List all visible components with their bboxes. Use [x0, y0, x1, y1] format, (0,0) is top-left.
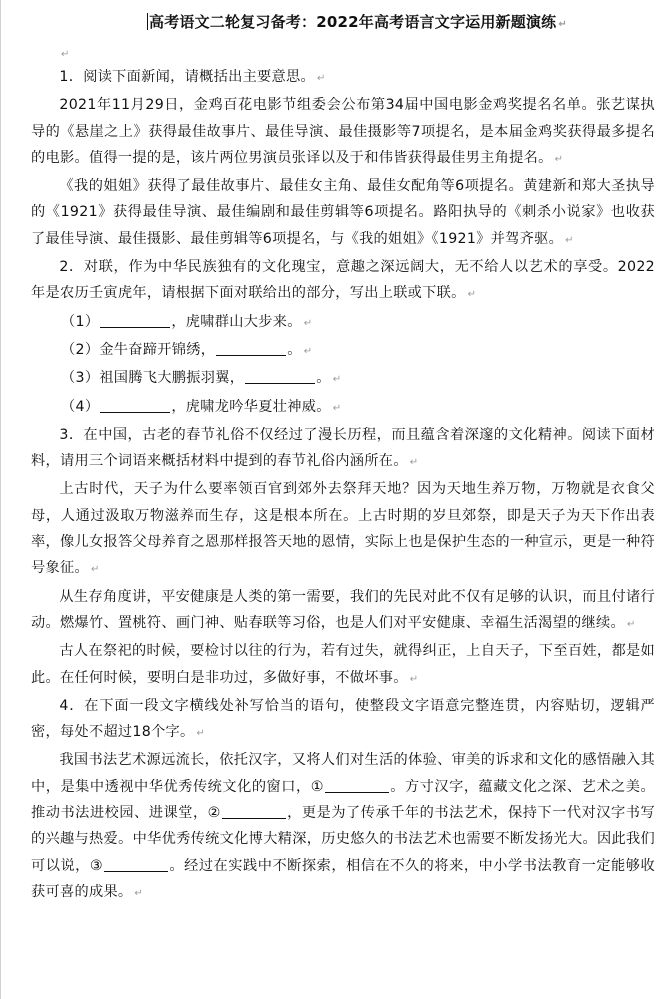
- question-3-stem: 3．在中国，古老的春节礼俗不仅经过了漫长历程，而且蕴含着深邃的文化精神。阅读下面材料，请用三个词语来概括材料中提到的春节礼俗内涵所在。 ↵: [31, 426, 655, 470]
- answer-blank: [100, 313, 170, 328]
- couplet-item-1: （1） ，虎啸群山大步来。 ↵: [61, 313, 313, 330]
- question-3-paragraph-3: 古人在祭祀的时候，要检讨以往的行为，若有过失，就得纠正，上自天子，下至百姓，都是如此。在任何时候，要明白是非功过，多做好事，不做坏事。 ↵: [31, 643, 655, 686]
- paragraph-mark-icon: ↵: [303, 317, 313, 329]
- paragraph-mark-icon: ↵: [467, 289, 477, 301]
- paragraph-mark-icon: ↵: [317, 73, 326, 84]
- paragraph-mark-icon: ↵: [332, 374, 342, 386]
- question-1-paragraph-2: 《我的姐姐》获得了最佳故事片、最佳女主角、最佳女配角等6项提名。黄建新和郑大圣执导的《1921》获得最佳导演、最佳编剧和最佳剪辑等6项提名。路阳执导的《刺杀小说家》也收获了最佳导演、最佳摄影、最佳剪辑等6项提名，与《我的姐姐》《1921》并驾齐驱。 ↵: [31, 178, 655, 247]
- paragraph-mark-icon: ↵: [558, 19, 567, 30]
- answer-blank: [245, 369, 315, 384]
- document-title: [147, 11, 567, 32]
- answer-blank: [104, 857, 168, 872]
- answer-blank: [216, 341, 286, 356]
- text-cursor: [147, 13, 148, 30]
- paragraph-mark-icon: ↵: [61, 49, 70, 60]
- couplet-item-4: （4） ，虎啸龙吟华夏壮神威。 ↵: [61, 398, 342, 415]
- couplet-item-2: （2）金牛奋蹄开锦绣， 。 ↵: [61, 341, 313, 358]
- paragraph-mark-icon: ↵: [196, 728, 206, 740]
- paragraph-mark-icon: ↵: [332, 402, 342, 414]
- question-2-stem: 2．对联，作为中华民族独有的文化瑰宝，意趣之深远阔大，无不给人以艺术的享受。2022年是农历壬寅虎年，请根据下面对联给出的部分，写出上联或下联。 ↵: [31, 259, 655, 302]
- paragraph-mark-icon: ↵: [409, 673, 419, 685]
- document-title-text: 高考语文二轮复习备考：2022年高考语言文字运用新题演练: [149, 13, 557, 31]
- paragraph-mark-icon: ↵: [554, 153, 564, 165]
- paragraph-mark-icon: ↵: [627, 618, 636, 630]
- paragraph-mark-icon: ↵: [303, 345, 313, 357]
- answer-blank: [325, 778, 389, 793]
- question-3-paragraph-1: 上古时代，天子为什么要率领百官到郊外去祭拜天地？因为天地生养万物，万物就是衣食父母，人通过汲取万物滋养而生存，这是根本所在。上古时期的岁旦郊祭，即是天子为天下作出表率，像儿女报答父母养育之恩那样报答天地的恩情，实际上也是保护生态的一种宣示，更是一种符号象征。 ↵: [31, 481, 655, 577]
- answer-blank: [100, 398, 170, 413]
- paragraph-mark-icon: ↵: [565, 234, 574, 246]
- paragraph-mark-icon: ↵: [90, 564, 100, 576]
- couplet-item-3: （3）祖国腾飞大鹏振羽翼， 。 ↵: [61, 370, 342, 387]
- document-body: [31, 40, 655, 907]
- answer-blank: [222, 804, 286, 819]
- paragraph-mark-icon: ↵: [409, 457, 419, 469]
- paragraph-mark-icon: ↵: [134, 887, 144, 899]
- empty-paragraph: [31, 40, 655, 64]
- question-4-paragraph: 我国书法艺术源远流长，依托汉字，又将人们对生活的体验、审美的诉求和文化的感悟融入其中，是集中透视中华优秀传统文化的窗口，① 。方寸汉字，蕴藏文化之深、艺术之美。推动书法进校园、进课堂，② ，更是为了传承千年的书法艺术，保持下一代对汉字书写的兴趣与热爱。中华优秀传统文化博大精深，历史悠久的书法艺术也需要不断发扬光大。因此我们可以说，③ 。经过在实践中不断探索，相信在不久的将来，中小学书法教育一定能够收获可喜的成果。 ↵: [31, 752, 655, 900]
- question-1-paragraph-1: 2021年11月29日，金鸡百花电影节组委会公布第34届中国电影金鸡奖提名名单。张艺谋执导的《悬崖之上》获得最佳故事片、最佳导演、最佳摄影等7项提名，是本届金鸡奖获得最多提名的电影。值得一提的是，该片两位男演员张译以及于和伟皆获得最佳男主角提名。 ↵: [31, 97, 655, 166]
- question-1-stem: 1．阅读下面新闻，请概括出主要意思。 ↵: [59, 69, 326, 85]
- question-3-paragraph-2: 从生存角度讲，平安健康是人类的第一需要，我们的先民对此不仅有足够的认识，而且付诸行动。燃爆竹、置桃符、画门神、贴春联等习俗，也是人们对平安健康、幸福生活渴望的继续。 ↵: [31, 588, 655, 631]
- question-4-stem: 4．在下面一段文字横线处补写恰当的语句，使整段文字语意完整连贯，内容贴切，逻辑严密，每处不超过18个字。 ↵: [31, 697, 655, 741]
